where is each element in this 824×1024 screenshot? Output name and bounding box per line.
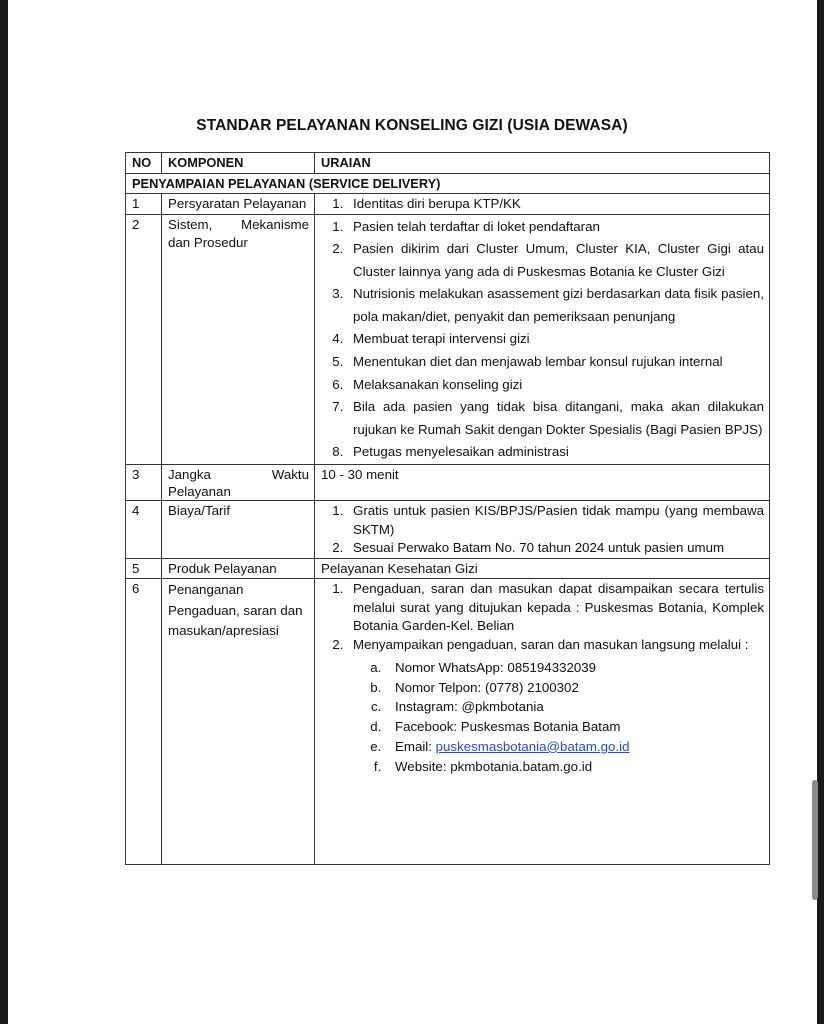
row-komponen: Penanganan Pengaduan, saran dan masukan/apresiasi — [162, 579, 315, 865]
header-komponen: KOMPONEN — [162, 153, 315, 174]
list-item — [347, 636, 764, 777]
row-uraian — [315, 194, 770, 215]
contact-item — [385, 678, 764, 698]
service-standard-table — [125, 152, 770, 865]
row-uraian — [315, 214, 770, 465]
row-uraian: 10 - 30 menit — [315, 465, 770, 501]
email-link[interactable]: puskesmasbotania@batam.go.id — [435, 738, 630, 754]
header-uraian: URAIAN — [315, 153, 770, 174]
row-no: 3 — [126, 465, 162, 501]
contact-item — [385, 757, 764, 777]
contact-item — [385, 717, 764, 737]
list-item: 2. Pasien dikirim dari Cluster Umum, Cluster KIA, Cluster Gigi atau Cluster lainnya yang ada di Puskesmas Botania ke Cluster Gizi — [347, 238, 764, 283]
list-item: 1. Pengaduan, saran dan masukan dapat disampaikan secara tertulis melalui surat yang ditujukan kepada : Puskesmas Botania, Komplek Botania Garden-Kel. Belian — [347, 580, 764, 636]
list-item: 1. Gratis untuk pasien KIS/BPJS/Pasien tidak mampu (yang membawa SKTM) — [347, 502, 764, 539]
contact-item — [385, 658, 764, 678]
list-item: 4. Membuat terapi intervensi gizi — [347, 328, 764, 351]
table-header-row — [126, 153, 770, 174]
list-item: 1. Pasien telah terdaftar di loket pendaftaran — [347, 216, 764, 239]
komponen-word: Mekanisme — [241, 216, 309, 232]
section-row — [126, 173, 770, 194]
list-item: 6. Melaksanakan konseling gizi — [347, 374, 764, 397]
row-uraian — [315, 501, 770, 559]
contact-label: Nomor WhatsApp: — [395, 660, 508, 676]
list-item: 3. Nutrisionis melakukan asassement gizi berdasarkan data fisik pasien, pola makan/diet, penyakit dan pemeriksaan penunjang — [347, 283, 764, 328]
table-row — [126, 501, 770, 559]
contact-value: @pkmbotania — [461, 699, 544, 715]
row-komponen: Persyaratan Pelayanan — [162, 194, 315, 215]
table-row — [126, 214, 770, 465]
contact-label: Instagram: — [395, 699, 462, 715]
contact-label: Facebook: — [395, 719, 461, 735]
list-item: 1. Identitas diri berupa KTP/KK — [347, 195, 764, 214]
contact-value: Puskesmas Botania Batam — [460, 719, 621, 735]
scrollbar[interactable] — [812, 780, 818, 900]
row-no: 5 — [126, 558, 162, 579]
contact-item — [385, 697, 764, 717]
contact-item — [385, 737, 764, 757]
table-row — [126, 194, 770, 215]
section-title: PENYAMPAIAN PELAYANAN (SERVICE DELIVERY) — [126, 173, 770, 194]
list-item-text: Menyampaikan pengaduan, saran dan masukan langsung melalui : — [353, 636, 749, 652]
komponen-word: Sistem, — [168, 216, 213, 232]
table-row — [126, 579, 770, 865]
komponen-word: Jangka — [168, 467, 211, 483]
komponen-word: Waktu — [271, 467, 309, 483]
table-row — [126, 558, 770, 579]
table-row — [126, 465, 770, 501]
contact-label: Nomor Telpon: — [395, 679, 485, 695]
contact-value: 085194332039 — [507, 660, 597, 676]
contact-list — [353, 658, 764, 776]
contact-label: Email: — [395, 738, 436, 754]
header-no: NO — [126, 153, 162, 174]
document-title: STANDAR PELAYANAN KONSELING GIZI (USIA DEWASA) — [196, 117, 628, 134]
list-item: 2. Sesuai Perwako Batam No. 70 tahun 2024 untuk pasien umum — [347, 539, 764, 558]
contact-value: (0778) 2100302 — [484, 679, 579, 695]
row-no: 2 — [126, 214, 162, 465]
contact-value: pkmbotania.batam.go.id — [450, 758, 593, 774]
row-no: 6 — [126, 579, 162, 865]
row-komponen — [162, 465, 315, 501]
list-item: 8. Petugas menyelesaikan administrasi — [347, 441, 764, 464]
row-no: 4 — [126, 501, 162, 559]
row-komponen: Biaya/Tarif — [162, 501, 315, 559]
row-uraian: Pelayanan Kesehatan Gizi — [315, 558, 770, 579]
komponen-line: dan Prosedur — [168, 235, 248, 250]
contact-label: Website: — [395, 758, 451, 774]
row-komponen — [162, 214, 315, 465]
row-uraian — [315, 579, 770, 865]
komponen-line: Pelayanan — [168, 484, 231, 500]
list-item: 5. Menentukan diet dan menjawab lembar konsul rujukan internal — [347, 351, 764, 374]
row-no: 1 — [126, 194, 162, 215]
list-item: 7. Bila ada pasien yang tidak bisa ditangani, maka akan dilakukan rujukan ke Rumah Sakit dengan Dokter Spesialis (Bagi Pasien BPJS) — [347, 396, 764, 441]
row-komponen: Produk Pelayanan — [162, 558, 315, 579]
